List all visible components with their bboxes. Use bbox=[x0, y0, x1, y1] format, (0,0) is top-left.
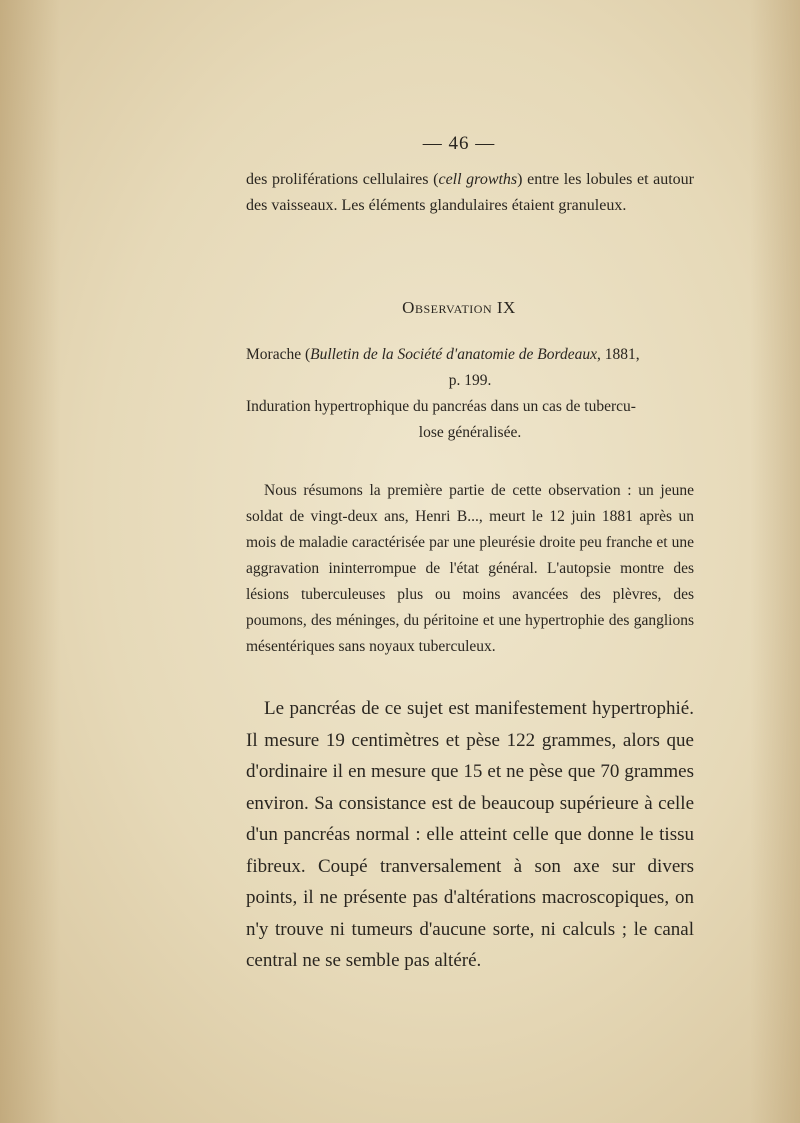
summary-paragraph: Nous résumons la première partie de cette observation : un jeune soldat de vingt-deux ans, Henri B..., meurt le 12 juin 1881 après un mois de maladie caractérisée par une pleurésie droite peu franche et une aggravation ininterrompue de l'état général. L'autopsie montre des lésions tuberculeuses plus ou moins avancées des plèvres, des poumons, des méninges, du péritoine et une hypertrophie des ganglions mésentériques sans noyaux tuberculeux. bbox=[246, 482, 694, 655]
intro-text-end: ) entre les lobules et autour des vaisseaux. Les éléments glandulaires étaient granuleux. bbox=[246, 171, 695, 214]
observation-title: Observation IX bbox=[402, 298, 516, 317]
intro-italic-term: cell growths bbox=[438, 171, 518, 188]
reference-subject-line1: Induration hypertrophique du pancréas dans un cas de tubercu- bbox=[246, 398, 636, 415]
intro-paragraph bbox=[246, 167, 694, 219]
intro-text-start: des proliférations cellulaires ( bbox=[246, 171, 439, 188]
reference-page: p. 199. bbox=[448, 372, 492, 389]
reference-author: Morache ( bbox=[246, 346, 311, 363]
reference-year: , 1881, bbox=[596, 346, 640, 363]
reference-citation bbox=[246, 342, 694, 368]
reference-block bbox=[246, 342, 694, 446]
reference-journal: Bulletin de la Société d'anatomie de Bordeaux bbox=[310, 346, 597, 363]
main-paragraph: Le pancréas de ce sujet est manifestement hypertrophié. Il mesure 19 centimètres et pèse 122 grammes, alors que d'ordinaire il en mesure que 15 et ne pèse que 70 grammes environ. Sa consistance est de beaucoup supérieure à celle d'un pancréas normal : elle atteint celle que donne le tissu fibreux. Coupé tranversalement à son axe sur divers points, il ne présente pas d'altérations macroscopiques, on n'y trouve ni tumeurs d'aucune sorte, ni calculs ; le canal central ne se semble pas altéré. bbox=[246, 698, 694, 971]
page-number: — 46 — bbox=[422, 133, 496, 154]
reference-subject-line2: lose généralisée. bbox=[418, 424, 522, 441]
